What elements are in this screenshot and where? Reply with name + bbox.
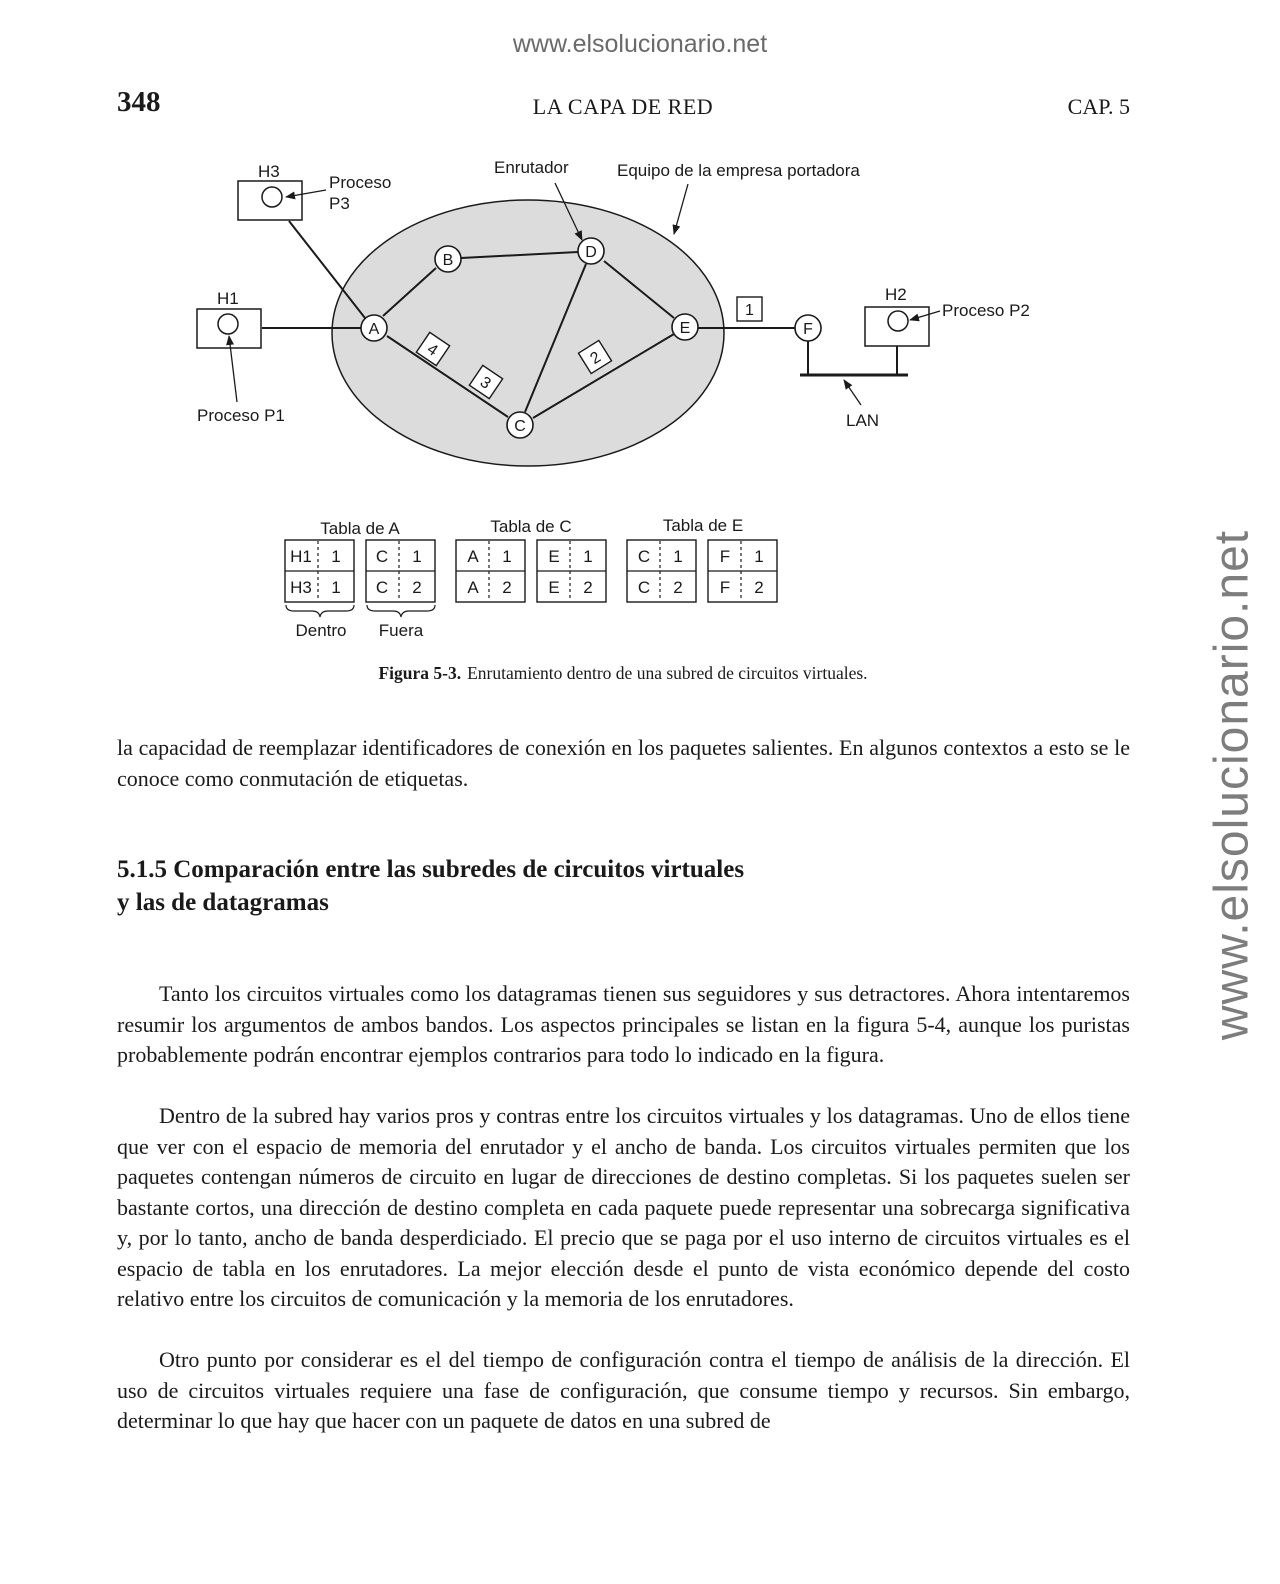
router-c <box>507 412 533 438</box>
paragraph-1: Tanto los circuitos virtuales como los datagramas tienen sus seguidores y sus detractores. Ahora intentaremos resumir los argumentos de ambos bandos. Los aspectos principales se listan en la figura 5-4, aunque los puristas probablemente podrán encontrar ejemplos contrarios para todo lo indicado en la figura. <box>117 981 1130 1067</box>
svg-text:2: 2 <box>587 348 605 368</box>
svg-text:1: 1 <box>331 578 341 597</box>
svg-text:H3: H3 <box>290 578 312 597</box>
label-proceso-p1: Proceso P1 <box>197 406 285 425</box>
table-c <box>456 517 606 602</box>
router-e <box>672 314 698 340</box>
label-proceso-p3-2: P3 <box>329 194 350 213</box>
label-h2: H2 <box>885 285 907 304</box>
router-a <box>361 315 387 341</box>
paragraph-2: Dentro de la subred hay varios pros y contras entre los circuitos virtuales y los datagramas. Uno de ellos tiene que ver con el espacio de memoria del enrutador y el ancho de banda. Los circuitos virtuales permiten que los paquetes contengan números de circuito en lugar de direcciones de destino completas. Si los paquetes suelen ser bastante cortos, una dirección de destino completa en cada paquete puede representar una sobrecarga significativa y, por lo tanto, ancho de banda desperdiciado. El precio que se paga por el uso interno de circuitos virtuales es el espacio de tabla en los enrutadores. La mejor elección desde el punto de vista económico depende del costo relativo entre los circuitos de comunicación y la memoria de los enrutadores. <box>117 1103 1130 1311</box>
paragraph-continuation: la capacidad de reemplazar identificadores de conexión en los paquetes salientes. En algunos contextos a esto se le conoce como conmutación de etiquetas. <box>117 735 1130 791</box>
label-lan: LAN <box>846 411 880 430</box>
table-a-title: Tabla de A <box>320 519 400 538</box>
svg-text:C: C <box>514 418 526 435</box>
callout-carrier <box>674 184 688 234</box>
svg-text:F: F <box>803 321 813 338</box>
svg-text:2: 2 <box>673 578 683 597</box>
table-e-title: Tabla de E <box>662 516 744 535</box>
section-heading-line1: 5.1.5 Comparación entre las subredes de circuitos virtuales <box>117 856 745 883</box>
svg-text:A: A <box>467 547 479 566</box>
svg-text:F: F <box>719 547 731 566</box>
svg-text:1: 1 <box>412 547 422 566</box>
svg-text:C: C <box>375 547 389 566</box>
svg-text:1: 1 <box>331 547 341 566</box>
svg-text:A: A <box>467 578 479 597</box>
svg-text:E: E <box>548 578 560 597</box>
label-h1: H1 <box>217 289 239 308</box>
table-e-out <box>708 540 777 602</box>
table-e <box>627 516 777 602</box>
figure-caption <box>0 663 1246 684</box>
label-proceso-p2: Proceso P2 <box>942 301 1030 320</box>
running-title: LA CAPA DE RED <box>532 94 714 119</box>
table-c-in <box>456 540 525 602</box>
svg-text:1: 1 <box>673 547 683 566</box>
svg-text:2: 2 <box>583 578 593 597</box>
paragraph-3: Otro punto por considerar es el del tiempo de configuración contra el tiempo de análisis de la dirección. El uso de circuitos virtuales requiere una fase de configuración, que consume tiempo y recursos. Sin embargo, determinar lo que hay que hacer con un paquete de datos en una subred de <box>117 1347 1130 1433</box>
packet-1 <box>737 297 762 321</box>
svg-text:F: F <box>719 578 731 597</box>
watermark-side: www.elsolucionario.net <box>1205 529 1259 1041</box>
table-a-out <box>366 540 435 602</box>
caption-text: Enrutamiento dentro de una subred de circuitos virtuales. <box>467 663 868 683</box>
table-c-title: Tabla de C <box>490 517 572 536</box>
figure-5-3 <box>0 0 1280 700</box>
label-dentro: Dentro <box>295 621 347 640</box>
section-heading-line2: y las de datagramas <box>117 889 329 916</box>
table-e-in <box>627 540 696 602</box>
svg-text:2: 2 <box>754 578 764 597</box>
svg-text:A: A <box>368 321 380 338</box>
table-c-out <box>537 540 606 602</box>
section-heading <box>117 853 1017 919</box>
svg-text:B: B <box>442 252 454 269</box>
label-proceso-p3-1: Proceso <box>329 173 392 192</box>
svg-text:E: E <box>548 547 560 566</box>
brace-dentro <box>286 605 354 617</box>
brace-fuera <box>367 605 435 617</box>
svg-text:1: 1 <box>745 302 754 319</box>
host-h3 <box>238 162 302 220</box>
table-a-in <box>285 540 354 602</box>
router-f <box>795 315 821 341</box>
caption-label: Figura 5-3. <box>378 663 462 683</box>
svg-text:C: C <box>637 578 651 597</box>
callout-lan <box>844 380 861 405</box>
svg-text:C: C <box>637 547 651 566</box>
svg-text:1: 1 <box>583 547 593 566</box>
page-number: 348 <box>117 86 161 118</box>
svg-text:H1: H1 <box>290 547 312 566</box>
table-a <box>285 519 435 640</box>
label-equipo: Equipo de la empresa portadora <box>617 161 860 180</box>
label-h3: H3 <box>258 162 280 181</box>
process-p3-icon <box>262 187 282 207</box>
router-b <box>435 246 461 272</box>
svg-text:3: 3 <box>476 373 494 393</box>
svg-text:1: 1 <box>502 547 512 566</box>
svg-text:4: 4 <box>423 340 441 360</box>
svg-text:1: 1 <box>754 547 764 566</box>
svg-text:E: E <box>679 320 691 337</box>
svg-text:2: 2 <box>502 578 512 597</box>
host-h2 <box>865 285 929 346</box>
process-p1-icon <box>218 314 238 334</box>
chapter-label: CAP. 5 <box>1067 94 1130 119</box>
process-p2-icon <box>888 311 908 331</box>
svg-text:2: 2 <box>412 578 422 597</box>
watermark-top: www.elsolucionario.net <box>512 30 768 58</box>
router-d <box>578 238 604 264</box>
svg-text:D: D <box>585 244 597 261</box>
label-enrutador: Enrutador <box>494 158 569 177</box>
svg-text:C: C <box>375 578 389 597</box>
label-fuera: Fuera <box>378 621 424 640</box>
